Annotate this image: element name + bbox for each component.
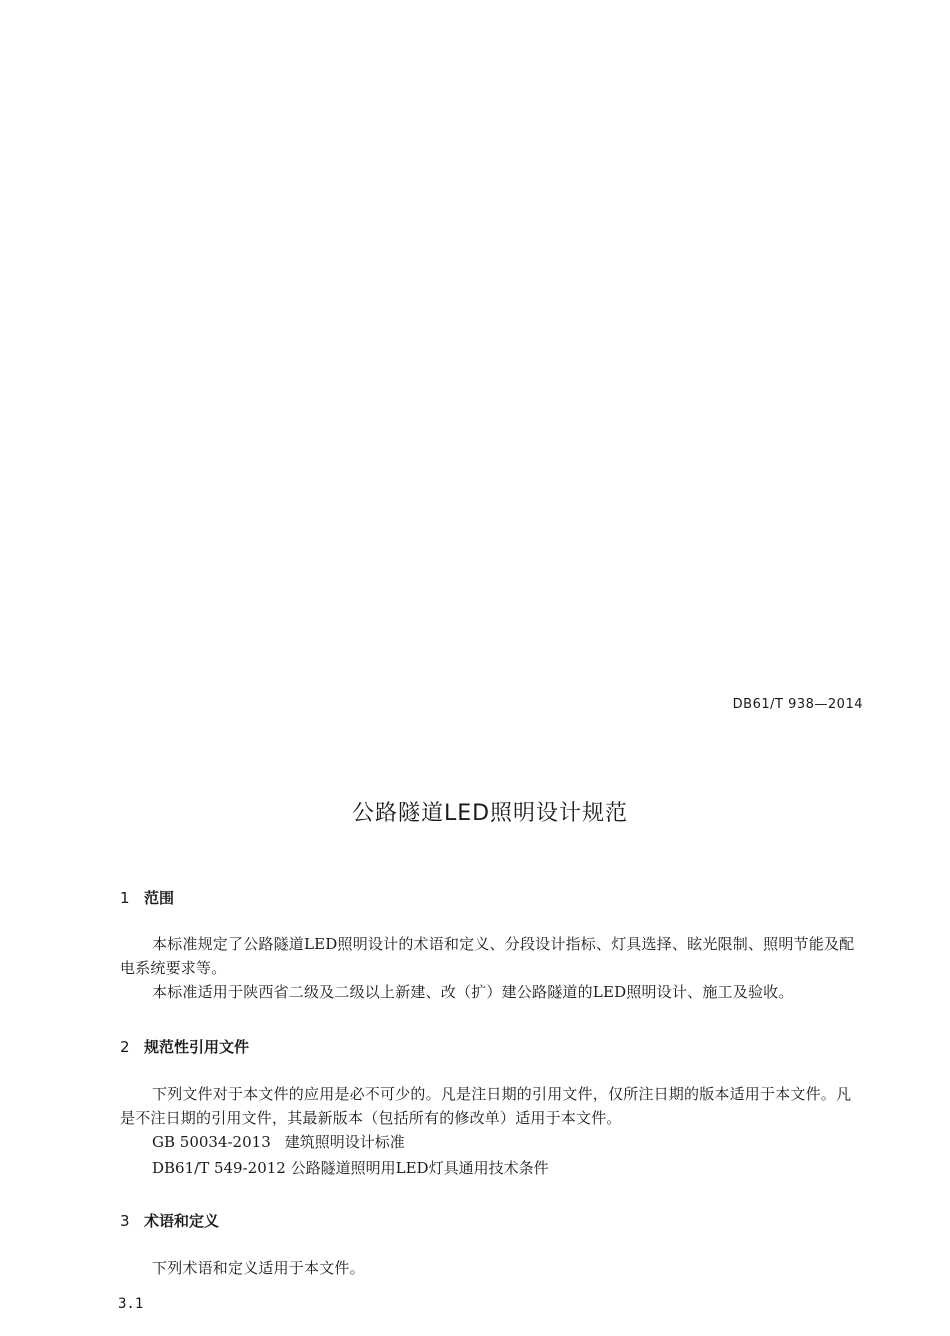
document-code: DB61/T 938—2014 [732, 697, 863, 712]
section-1-heading [120, 887, 174, 908]
section-1-paragraph-1: 本标准规定了公路隧道LED照明设计的术语和定义、分段设计指标、灯具选择、眩光限制、照明节能及配电系统要求等。 [120, 935, 855, 977]
reference-name: 公路隧道照明用LED灯具通用技术条件 [290, 1159, 549, 1177]
section-title: 规范性引用文件 [144, 1038, 250, 1056]
section-1-paragraph-2: 本标准适用于陕西省二级及二级以上新建、改（扩）建公路隧道的LED照明设计、施工及验收。 [152, 983, 794, 1001]
reference-code: GB 50034-2013 [152, 1133, 271, 1151]
reference-item [152, 1130, 405, 1154]
clause-number: 3.1 [118, 1296, 144, 1312]
document-title: 公路隧道LED照明设计规范 [351, 801, 629, 826]
section-number: 1 [120, 889, 130, 907]
section-number: 2 [120, 1038, 130, 1056]
reference-item [152, 1156, 549, 1180]
section-2-heading [120, 1036, 249, 1057]
section-number: 3 [120, 1212, 130, 1230]
section-title: 范围 [144, 889, 175, 907]
reference-name: 建筑照明设计标准 [284, 1133, 405, 1151]
section-2-paragraph-1: 下列文件对于本文件的应用是必不可少的。凡是注日期的引用文件，仅所注日期的版本适用于本文件。凡是不注日期的引用文件，其最新版本（包括所有的修改单）适用于本文件。 [120, 1085, 852, 1127]
reference-code: DB61/T 549-2012 [152, 1159, 286, 1177]
section-3-paragraph-1: 下列术语和定义适用于本文件。 [152, 1259, 365, 1277]
section-3-heading [120, 1210, 219, 1231]
section-title: 术语和定义 [144, 1212, 220, 1230]
